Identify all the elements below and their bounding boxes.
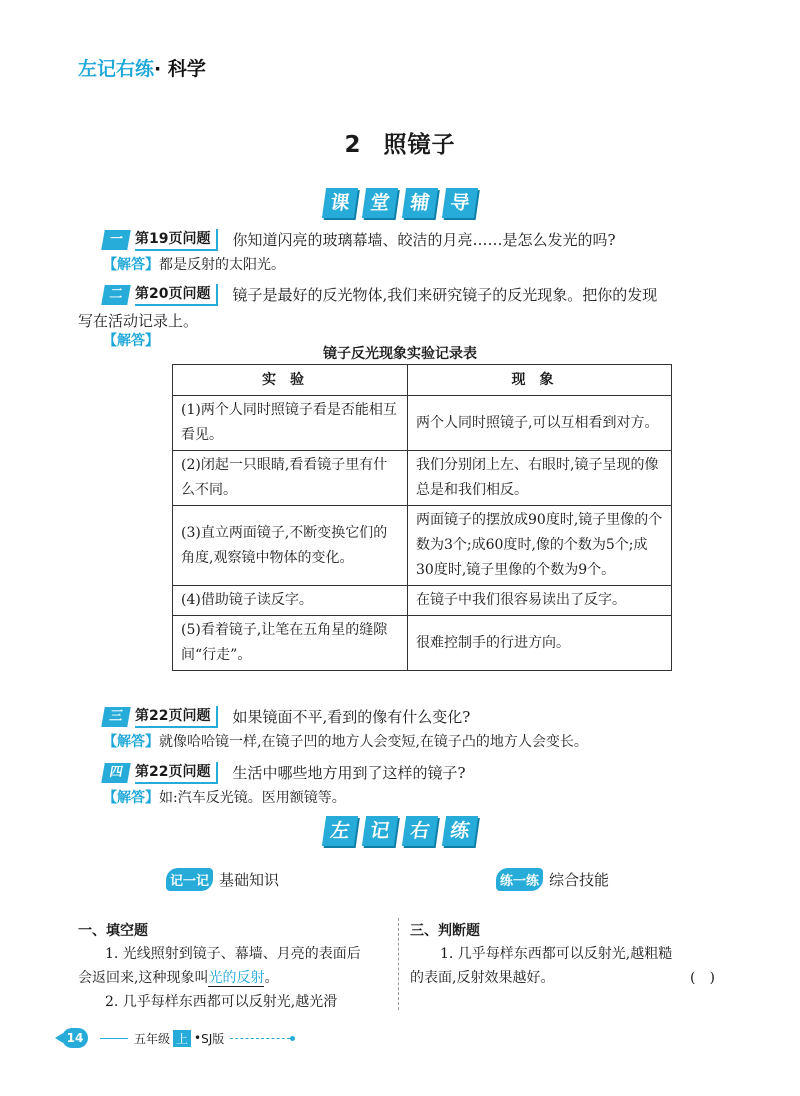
question-index: 一 — [101, 230, 131, 250]
section-pill: 练一练 — [496, 868, 543, 891]
question-label: 第19页问题 — [135, 229, 218, 251]
judge-answer-paren: ( ) — [690, 970, 715, 986]
table-header-row — [173, 365, 672, 396]
experiment-cell: (2)闭起一只眼睛,看看镜子里有什么不同。 — [173, 451, 408, 506]
fill-blank-q2: 2. 几乎每样东西都可以反射光,越光滑 — [105, 994, 338, 1010]
experiment-cell: (4)借助镜子读反字。 — [173, 586, 408, 616]
banner-char: 堂 — [362, 188, 398, 218]
banner-char: 辅 — [402, 188, 438, 218]
section-title: 基础知识 — [219, 871, 280, 889]
question-4 — [103, 762, 466, 784]
footer-line — [100, 1038, 128, 1039]
observation-cell: 很难控制手的行进方向。 — [408, 616, 672, 671]
section-basic-knowledge — [166, 868, 279, 891]
footer-dot-icon: • — [194, 1031, 202, 1045]
experiment-cell: (1)两个人同时照镜子看是否能相互看见。 — [173, 396, 408, 451]
banner-char: 练 — [442, 816, 478, 846]
answer-text: 都是反射的太阳光。 — [159, 257, 285, 273]
banner-char: 课 — [322, 188, 358, 218]
question-text: 如果镜面不平,看到的像有什么变化? — [232, 708, 471, 726]
banner-char: 导 — [442, 188, 478, 218]
question-badge — [103, 229, 218, 251]
question-text: 你知道闪亮的玻璃幕墙、皎洁的月亮……是怎么发光的吗? — [232, 231, 616, 249]
question-badge — [103, 284, 218, 306]
question-index: 四 — [101, 763, 131, 783]
chapter-name: 照镜子 — [383, 132, 456, 158]
experiment-cell: (5)看着镜子,让笔在五角星的缝隙间“行走”。 — [173, 616, 408, 671]
banner-char: 左 — [322, 816, 358, 846]
table-row — [173, 586, 672, 616]
fill-blank-heading: 一、填空题 — [78, 923, 148, 939]
footer-edition: SJ版 — [201, 1031, 225, 1046]
question-2 — [103, 284, 657, 306]
fill-blank-end: 。 — [264, 970, 279, 986]
brand-title — [78, 54, 206, 81]
fill-blank-answer: 光的反射 — [208, 970, 265, 986]
observation-cell: 在镜子中我们很容易读出了反字。 — [408, 586, 672, 616]
question-text-continued: 写在活动记录上。 — [78, 312, 199, 330]
chapter-number: 2 — [344, 132, 362, 158]
experiment-cell: (3)直立两面镜子,不断变换它们的角度,观察镜中物体的变化。 — [173, 506, 408, 586]
answer-tag: 【解答】 — [103, 790, 159, 806]
column-header: 现象 — [408, 365, 672, 396]
footer-dash — [230, 1038, 290, 1039]
brand-subject: · 科学 — [154, 58, 206, 80]
zuoji-youlian-banner — [0, 816, 800, 846]
brand-name: 左记右练 — [78, 58, 155, 80]
section-comprehensive-skills — [496, 868, 609, 891]
question-label: 第22页问题 — [135, 706, 218, 728]
table-row — [173, 506, 672, 586]
judge-q1-line2: 的表面,反射效果越好。 — [410, 970, 555, 986]
question-label: 第22页问题 — [135, 762, 218, 784]
footer-term: 上 — [173, 1030, 191, 1047]
question-text: 生活中哪些地方用到了这样的镜子? — [232, 764, 466, 782]
table-row — [173, 451, 672, 506]
answer-3 — [103, 731, 588, 753]
ketang-fudao-banner — [0, 188, 800, 218]
section-title: 综合技能 — [549, 871, 610, 889]
question-badge — [103, 762, 218, 784]
page-number: 14 — [62, 1028, 88, 1048]
answer-tag: 【解答】 — [103, 257, 159, 273]
answer-text: 如:汽车反光镜。医用额镜等。 — [159, 790, 346, 806]
question-index: 三 — [101, 707, 131, 727]
table-row — [173, 616, 672, 671]
answer-tag: 【解答】 — [103, 734, 159, 750]
record-table — [172, 364, 672, 671]
fill-blank-q1-text: 会返回来,这种现象叫 — [78, 970, 209, 986]
table-title: 镜子反光现象实验记录表 — [323, 346, 477, 362]
answer-1 — [103, 254, 285, 276]
judge-q1-line1: 1. 几乎每样东西都可以反射光,越粗糙 — [440, 946, 673, 962]
column-header: 实验 — [173, 365, 408, 396]
question-index: 二 — [101, 285, 131, 305]
banner-char: 记 — [362, 816, 398, 846]
question-3 — [103, 706, 470, 728]
observation-cell: 两个人同时照镜子,可以互相看到对方。 — [408, 396, 672, 451]
question-badge — [103, 706, 218, 728]
judge-heading: 三、判断题 — [410, 923, 480, 939]
question-text: 镜子是最好的反光物体,我们来研究镜子的反光现象。把你的发现 — [232, 286, 658, 304]
answer-4 — [103, 787, 346, 809]
footer-grade: 五年级 — [134, 1031, 171, 1046]
footer-end-dot-icon — [290, 1036, 295, 1041]
chapter-title — [0, 126, 800, 159]
answer-tag: 【解答】 — [103, 333, 159, 349]
observation-cell: 两面镜子的摆放成90度时,镜子里像的个数为3个;成60度时,像的个数为5个;成30度时,镜子里像的个数为9个。 — [408, 506, 672, 586]
banner-char: 右 — [402, 816, 438, 846]
section-pill: 记一记 — [166, 868, 213, 891]
table-row — [173, 396, 672, 451]
question-1 — [103, 229, 616, 251]
fill-blank-q1-line1: 1. 光线照射到镜子、幕墙、月亮的表面后 — [105, 946, 361, 962]
page-footer — [62, 1028, 295, 1048]
observation-cell: 我们分别闭上左、右眼时,镜子呈现的像总是和我们相反。 — [408, 451, 672, 506]
fill-blank-q1-line2 — [78, 966, 278, 990]
answer-text: 就像哈哈镜一样,在镜子凹的地方人会变短,在镜子凸的地方人会变长。 — [159, 734, 588, 750]
question-label: 第20页问题 — [135, 284, 218, 306]
column-divider — [398, 918, 399, 1010]
